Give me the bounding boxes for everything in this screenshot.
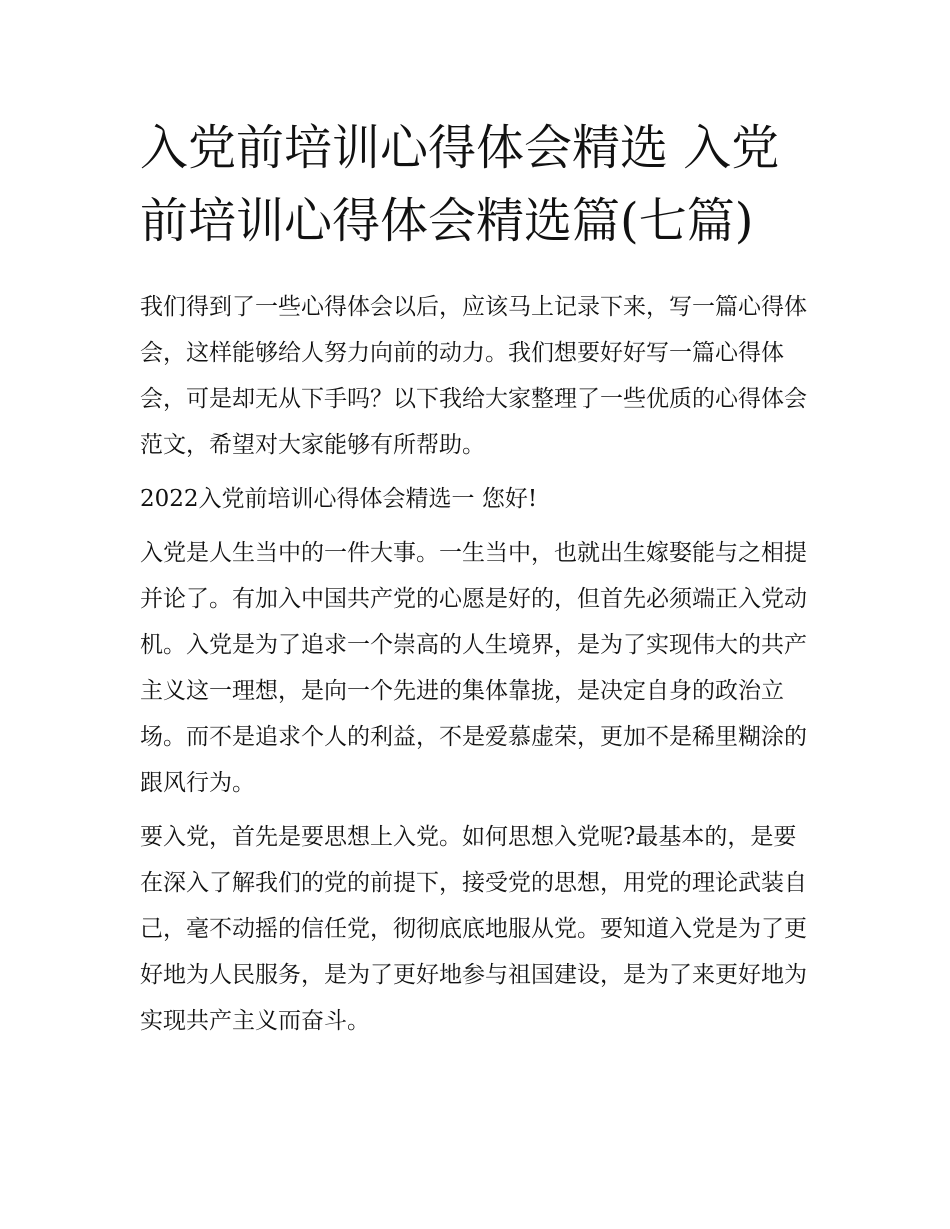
body-paragraph-1: 入党是人生当中的一件大事。一生当中，也就出生嫁娶能与之相提并论了。有加入中国共产党的心愿是好的，但首先必须端正入党动机。入党是为了追求一个崇高的人生境界，是为了实现伟大的共产主义这一理想，是向一个先进的集体靠拢，是决定自身的政治立场。而不是追求个人的利益，不是爱慕虚荣，更加不是稀里糊涂的跟风行为。: [140, 540, 807, 796]
intro-paragraph: 我们得到了一些心得体会以后，应该马上记录下来，写一篇心得体会，这样能够给人努力向前的动力。我们想要好好写一篇心得体会，可是却无从下手吗？以下我给大家整理了一些优质的心得体会范文，希望对大家能够有所帮助。: [140, 294, 807, 458]
document-page: [140, 112, 812, 1044]
section-heading: 2022入党前培训心得体会精选一 您好!: [140, 486, 538, 512]
body-paragraph-2: 要入党，首先是要思想上入党。如何思想入党呢?最基本的，是要在深入了解我们的党的前提下，接受党的思想，用党的理论武装自己，毫不动摇的信任党，彻彻底底地服从党。要知道入党是为了更好地为人民服务，是为了更好地参与祖国建设，是为了来更好地为实现共产主义而奋斗。: [140, 824, 807, 1034]
document-title: 入党前培训心得体会精选 入党前培训心得体会精选篇(七篇): [140, 120, 780, 249]
